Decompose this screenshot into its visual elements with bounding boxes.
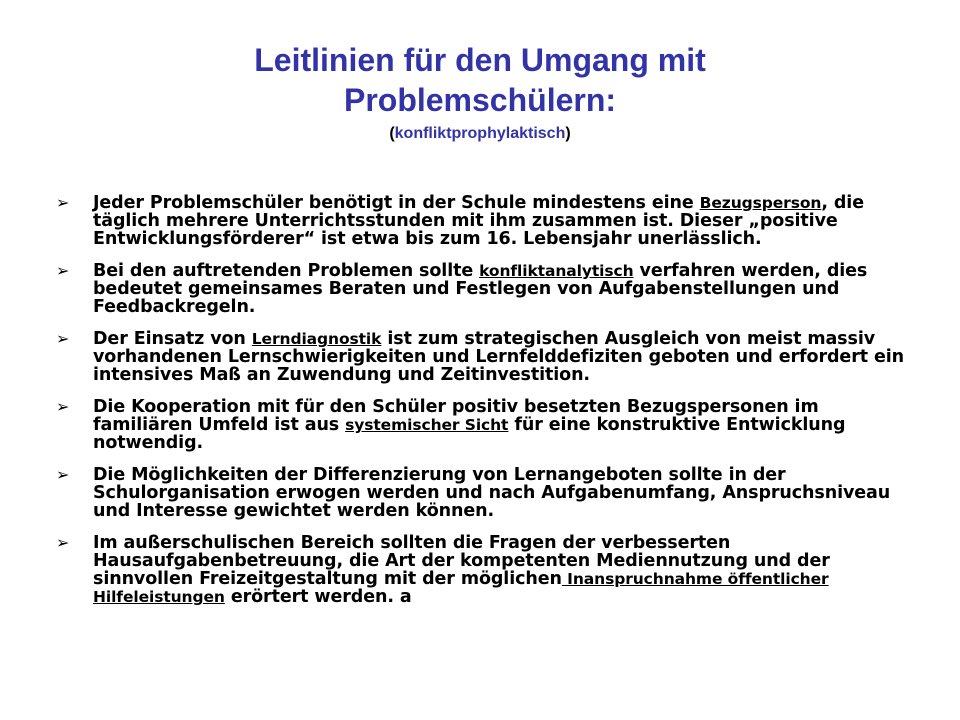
subtitle-text: konfliktprophylaktisch (394, 125, 566, 142)
bullet-text: Bei den auftretenden Problemen sollte (93, 261, 480, 281)
subtitle-open-paren: ( (389, 125, 395, 142)
bullet-text: Die Möglichkeiten der Differenzierung von Lernangeboten sollte in der Schulorganisation erwogen werden und nach Aufgabenumfang, Anspruchsniveau und Interesse gewichtet werden können. (93, 465, 891, 521)
bullet-item-kooperation (56, 398, 916, 452)
arrow-bullet-icon: ➢ (56, 261, 70, 280)
bullet-text: für eine konstruktive Entwicklung notwendig. (93, 415, 846, 453)
bullet-text: erörtert werden. a (224, 587, 412, 607)
slide-title-block (0, 40, 960, 146)
bullet-item-differenzierung (56, 466, 916, 520)
bullet-text: Jeder Problemschüler benötigt in der Schule mindestens eine (93, 193, 700, 213)
bullet-underlined-term: Lerndiagnostik (251, 330, 382, 348)
bullet-text: ist zum strategischen Ausgleich von meist massiv vorhandenen Lernschwierigkeiten und Lernfelddefiziten geboten und erfordert ein intensives Maß an Zuwendung und Zeitinvestition. (93, 329, 905, 385)
bullet-item-ausserschulisch (56, 534, 916, 606)
subtitle-close-paren: ) (565, 125, 571, 142)
bullet-text: verfahren werden, dies bedeutet gemeinsames Beraten und Festlegen von Aufgabenstellungen und Feedbackregeln. (93, 261, 868, 317)
bullet-underlined-term: Inanspruchnahme öffentlicher Hilfeleistungen (93, 570, 829, 606)
bullet-underlined-term: Bezugsperson (699, 194, 822, 212)
bullet-text: Im außerschulischen Bereich sollten die Fragen der verbesserten Hausaufgabenbetreuung, die Art der kompetenten Mediennutzung und der sinnvollen Freizeitgestaltung mit der möglichen (93, 533, 830, 589)
slide-title-line-1: Leitlinien für den Umgang mit (254, 42, 706, 78)
bullet-item-bezugsperson (56, 194, 916, 248)
bullet-text: Der Einsatz von (93, 329, 252, 349)
bullet-text: , die täglich mehrere Unterrichtsstunden mit ihm zusammen ist. Dieser „positive Entwicklungsförderer“ ist etwa bis zum 16. Lebensjahr unerlässlich. (93, 193, 864, 249)
bullet-item-konfliktanalytisch (56, 262, 916, 316)
slide-title-line-2: Problemschülern: (343, 82, 617, 118)
bullet-text: Die Kooperation mit für den Schüler positiv besetzten Bezugspersonen im familiären Umfeld ist aus (93, 397, 819, 435)
arrow-bullet-icon: ➢ (56, 533, 70, 552)
bullet-list (56, 194, 916, 620)
bullet-underlined-term: systemischer Sicht (345, 416, 509, 434)
bullet-underlined-term: konfliktanalytisch (479, 262, 634, 280)
bullet-item-lerndiagnostik (56, 330, 916, 384)
arrow-bullet-icon: ➢ (56, 193, 70, 212)
arrow-bullet-icon: ➢ (56, 397, 70, 416)
arrow-bullet-icon: ➢ (56, 329, 70, 348)
slide-subtitle (0, 122, 960, 146)
arrow-bullet-icon: ➢ (56, 465, 70, 484)
